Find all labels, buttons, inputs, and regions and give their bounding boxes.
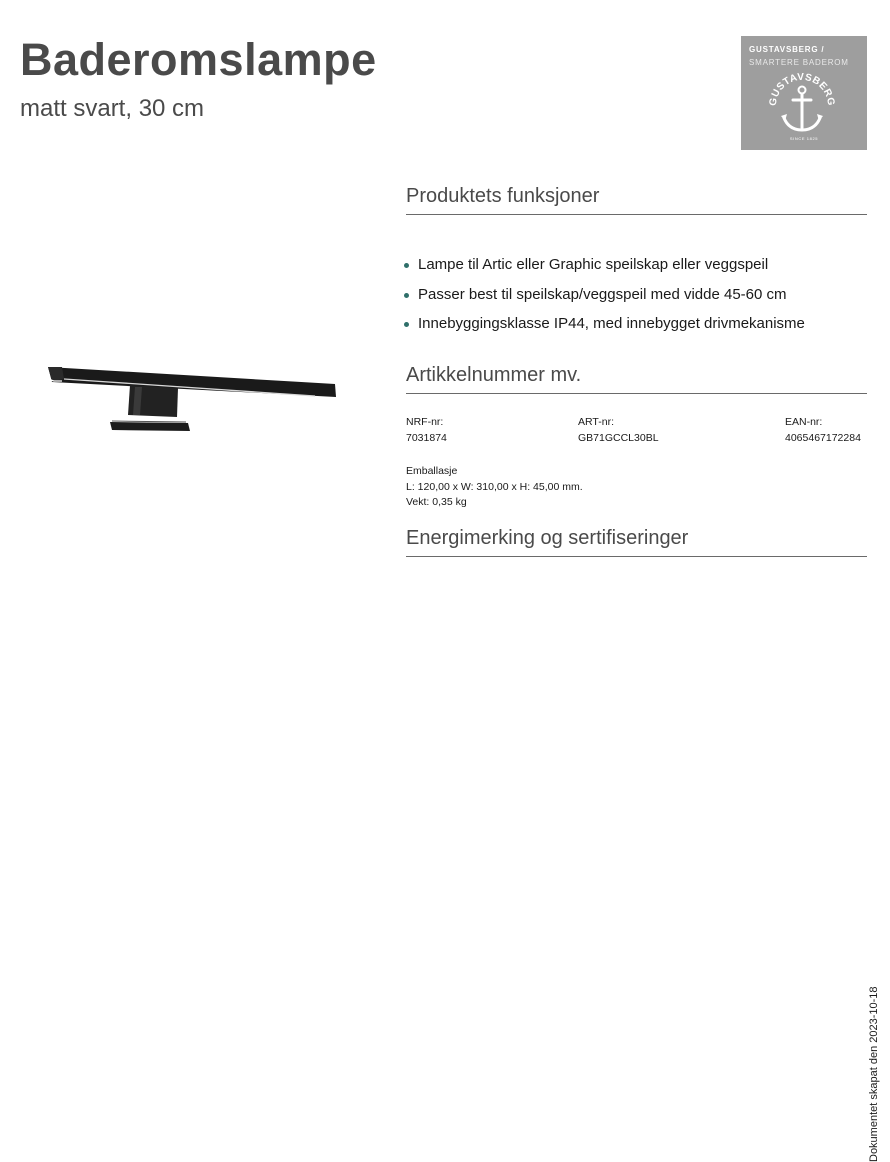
art-value: GB71GCCL30BL (578, 432, 659, 444)
packaging-weight: Vekt: 0,35 kg (406, 496, 467, 508)
product-title: Baderomslampe (20, 34, 377, 85)
logo-brand-arc: GUSTAVSBERG (767, 71, 837, 107)
feature-item: Lampe til Artic eller Graphic speilskap eller veggspeil (404, 255, 805, 285)
features-list (404, 255, 805, 344)
logo-line-1: GUSTAVSBERG / (749, 45, 825, 54)
document-created-date: Dokumentet skapat den 2023-10-18 (868, 986, 880, 1162)
logo-line-2: SMARTERE BADEROM (749, 58, 849, 67)
ean-value: 4065467172284 (785, 432, 861, 444)
anchor-icon (741, 36, 867, 150)
art-label: ART-nr: (578, 416, 614, 428)
gustavsberg-logo (741, 36, 867, 150)
articles-heading: Artikkelnummer mv. (406, 364, 867, 394)
feature-item: Innebyggingsklasse IP44, med innebygget drivmekanisme (404, 314, 805, 344)
ean-label: EAN-nr: (785, 416, 823, 428)
product-image (40, 355, 340, 440)
logo-since: SINCE 1825 (789, 136, 819, 141)
product-subtitle: matt svart, 30 cm (20, 95, 205, 122)
nrf-label: NRF-nr: (406, 416, 444, 428)
packaging-label: Emballasje (406, 465, 458, 477)
packaging-dimensions: L: 120,00 x W: 310,00 x H: 45,00 mm. (406, 481, 583, 493)
features-heading: Produktets funksjoner (406, 185, 867, 215)
feature-item: Passer best til speilskap/veggspeil med vidde 45-60 cm (404, 285, 805, 315)
energy-heading: Energimerking og sertifiseringer (406, 527, 867, 557)
nrf-value: 7031874 (406, 432, 447, 444)
